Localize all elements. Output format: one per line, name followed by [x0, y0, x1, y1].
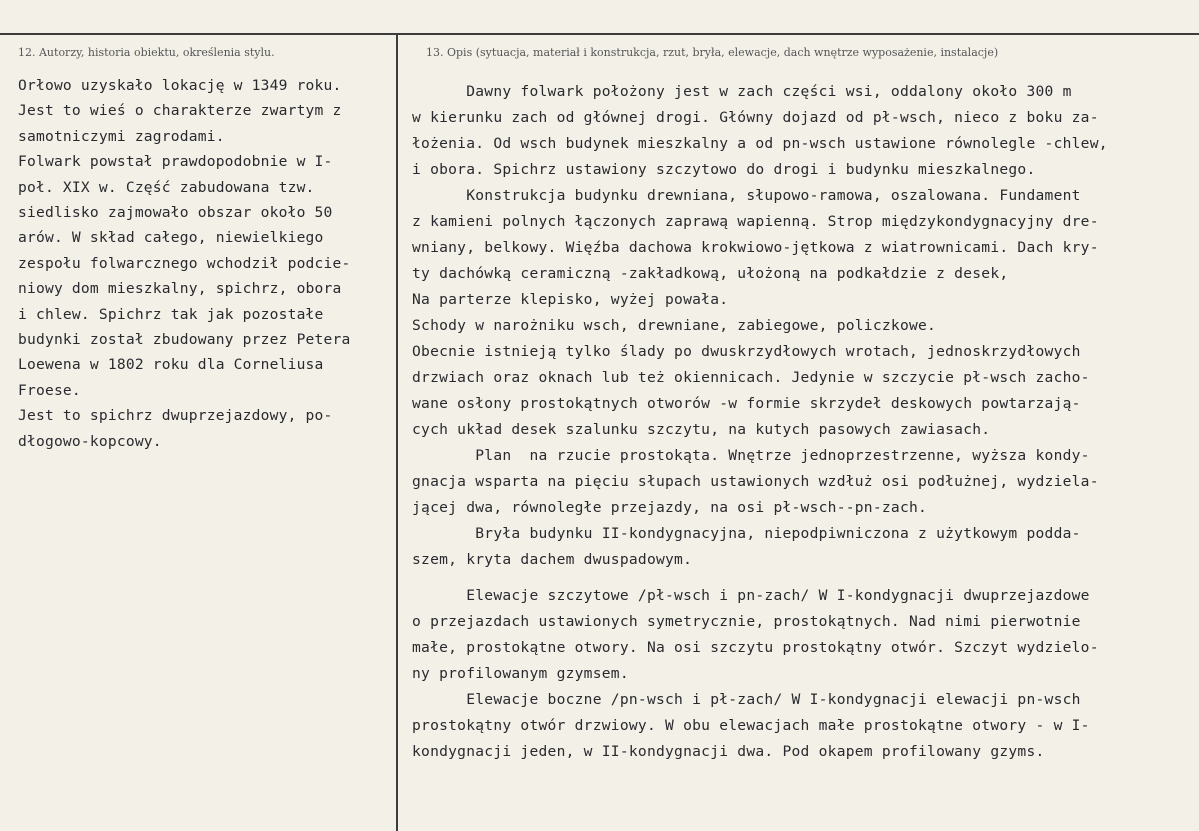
history-line: poł. XIX w. Część zabudowana tzw.	[18, 178, 315, 196]
history-line: i chlew. Spichrz tak jak pozostałe	[18, 305, 324, 323]
section-13-heading: 13. Opis (sytuacja, materiał i konstrukcja, rzut, bryła, elewacje, dach wnętrze wyposażenie, instalacje)	[426, 46, 999, 59]
history-line: budynki został zbudowany przez Petera	[18, 331, 351, 349]
history-text	[18, 73, 388, 454]
history-line: Orłowo uzyskało lokację w 1349 roku.	[18, 77, 342, 94]
description-line: Elewacje szczytowe /pł-wsch i pn-zach/ W I-kondygnacji dwuprzejazdowe	[412, 587, 1090, 604]
description-line: i obora. Spichrz ustawiony szczytowo do drogi i budynku mieszkalnego.	[412, 161, 1036, 178]
history-line: dłogowo-kopcowy.	[18, 432, 162, 450]
description-line: jącej dwa, równoległe przejazdy, na osi pł-wsch--pn-zach.	[412, 499, 928, 516]
description-line: wniany, belkowy. Więźba dachowa krokwiowo-jętkowa z wiatrownicami. Dach kry-	[412, 239, 1099, 256]
history-line: zespołu folwarcznego wchodził podcie-	[18, 254, 351, 272]
description-line: Na parterze klepisko, wyżej powała.	[412, 291, 729, 308]
description-line: małe, prostokątne otwory. Na osi szczytu prostokątny otwór. Szczyt wydzielo-	[412, 639, 1099, 656]
description-line: cych układ desek szalunku szczytu, na kutych pasowych zawiasach.	[412, 421, 991, 438]
history-line: Jest to wieś o charakterze zwartym z	[18, 102, 342, 120]
history-line: Loewena w 1802 roku dla Corneliusa	[18, 356, 324, 374]
description-line: wane osłony prostokątnych otworów -w formie skrzydeł deskowych powtarzają-	[412, 395, 1081, 412]
header-divider	[0, 33, 1199, 35]
history-line: arów. W skład całego, niewielkiego	[18, 229, 324, 247]
description-line: Schody w narożniku wsch, drewniane, zabiegowe, policzkowe.	[412, 317, 937, 334]
description-line: ny profilowanym gzymsem.	[412, 665, 629, 682]
column-divider	[396, 33, 398, 831]
description-block-2	[412, 583, 1188, 765]
description-line: Dawny folwark położony jest w zach części wsi, oddalony około 300 m	[412, 83, 1072, 100]
history-line: samotniczymi zagrodami.	[18, 127, 225, 145]
description-line: gnacja wsparta na pięciu słupach ustawionych wzdłuż osi podłużnej, wydziela-	[412, 473, 1099, 490]
description-line: z kamieni polnych łączonych zaprawą wapienną. Strop międzykondygnacyjny dre-	[412, 213, 1099, 230]
description-line: ty dachówką ceramiczną -zakładkową, ułożoną na podkałdzie z desek,	[412, 265, 1009, 282]
history-line: Froese.	[18, 381, 81, 399]
history-line: niowy dom mieszkalny, spichrz, obora	[18, 280, 342, 298]
description-line: Konstrukcja budynku drewniana, słupowo-ramowa, oszalowana. Fundament	[412, 187, 1081, 204]
description-line: Bryła budynku II-kondygnacyjna, niepodpiwniczona z użytkowym podda-	[412, 525, 1081, 542]
section-12-heading: 12. Autorzy, historia obiektu, określenia stylu.	[18, 46, 275, 59]
history-line: Folwark powstał prawdopodobnie w I-	[18, 153, 333, 171]
description-line: drzwiach oraz oknach lub też okiennicach. Jedynie w szczycie pł-wsch zacho-	[412, 369, 1090, 386]
history-line: Jest to spichrz dwuprzejazdowy, po-	[18, 407, 333, 425]
description-line: o przejazdach ustawionych symetrycznie, prostokątnych. Nad nimi pierwotnie	[412, 613, 1081, 630]
description-line: kondygnacji jeden, w II-kondygnacji dwa. Pod okapem profilowany gzyms.	[412, 743, 1045, 760]
description-text	[412, 79, 1188, 765]
description-line: Elewacje boczne /pn-wsch i pł-zach/ W I-kondygnacji elewacji pn-wsch	[412, 691, 1081, 708]
description-block-1	[412, 79, 1188, 573]
description-line: Obecnie istnieją tylko ślady po dwuskrzydłowych wrotach, jednoskrzydłowych	[412, 343, 1081, 360]
history-line: siedlisko zajmowało obszar około 50	[18, 204, 333, 222]
description-line: łożenia. Od wsch budynek mieszkalny a od pn-wsch ustawione równolegle -chlew,	[412, 135, 1108, 152]
description-line: prostokątny otwór drzwiowy. W obu elewacjach małe prostokątne otwory - w I-	[412, 717, 1090, 734]
description-line: w kierunku zach od głównej drogi. Główny dojazd od pł-wsch, nieco z boku za-	[412, 109, 1099, 126]
description-line: Plan na rzucie prostokąta. Wnętrze jednoprzestrzenne, wyższa kondy-	[412, 447, 1090, 464]
description-line: szem, kryta dachem dwuspadowym.	[412, 551, 693, 568]
